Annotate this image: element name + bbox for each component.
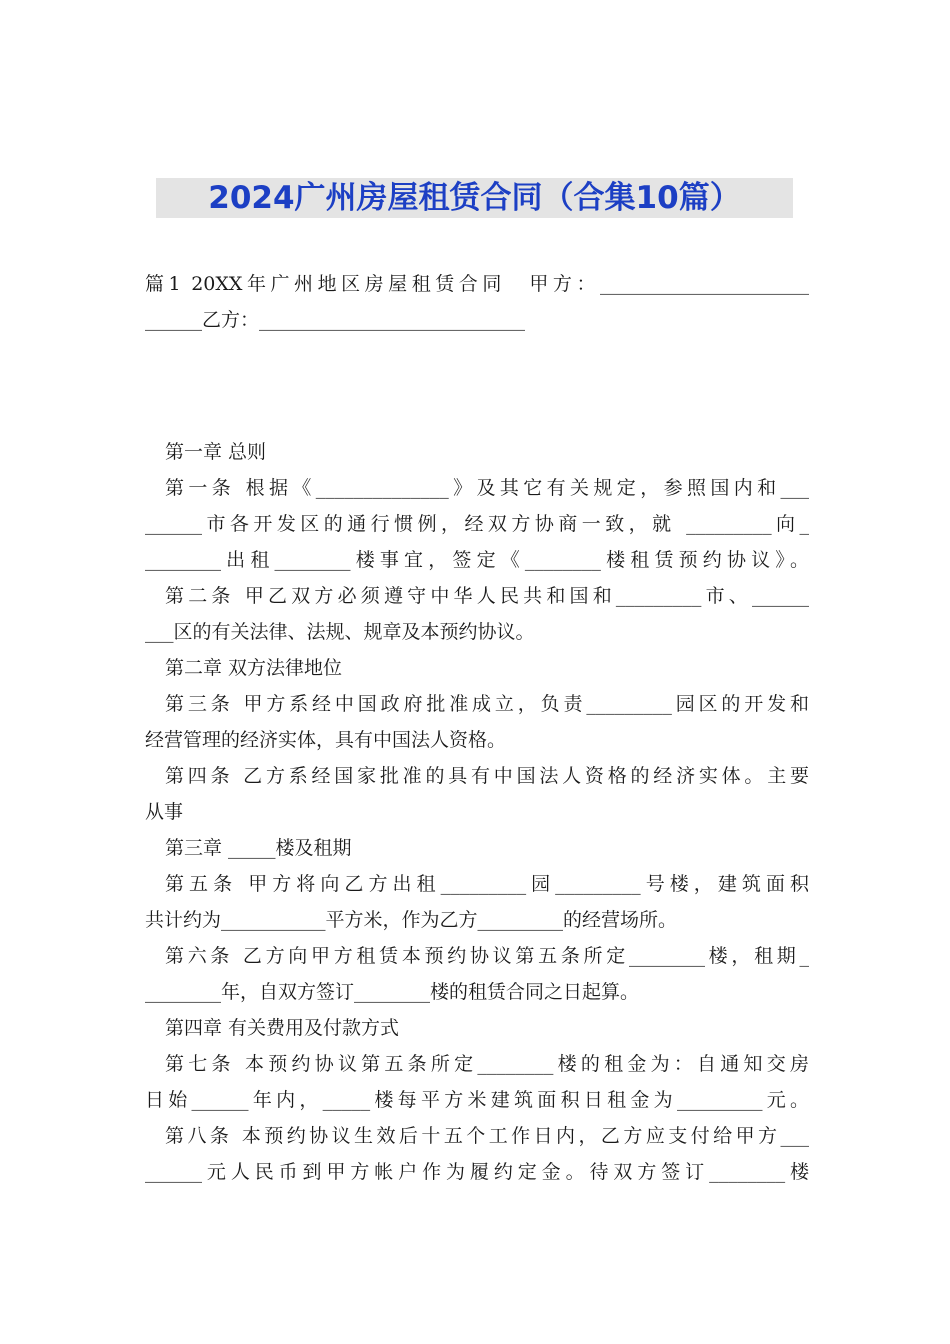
- text-line: 第八条 本预约协议生效后十五个工作日内，乙方应支付给甲方___: [165, 1125, 809, 1147]
- text-line: 第一条 根据《______________》及其它有关规定，参照国内和___: [165, 477, 809, 499]
- text-line: 共计约为___________平方米，作为乙方_________的经营场所。: [145, 909, 678, 931]
- text-line: 从事: [145, 801, 184, 823]
- text-line: ______乙方：____________________________: [145, 309, 526, 331]
- paragraph-gap: [145, 338, 809, 434]
- text-line: ______元人民币到甲方帐户作为履约定金。待双方签订________楼: [145, 1161, 809, 1183]
- document-body: [145, 266, 809, 1190]
- text-line: 第六条 乙方向甲方租赁本预约协议第五条所定________楼，租期_: [165, 945, 809, 967]
- text-line: 第二条 甲乙双方必须遵守中华人民共和国和_________市、______: [165, 585, 809, 607]
- document-title: 2024广州房屋租赁合同（合集10篇）: [208, 180, 741, 216]
- text-line: 第四条 乙方系经国家批准的具有中国法人资格的经济实体。主要: [165, 765, 809, 787]
- text-line: 第三条 甲方系经中国政府批准成立，负责_________园区的开发和: [165, 693, 809, 715]
- title-highlight: [156, 178, 793, 218]
- text-line: ______市各开发区的通行惯例，经双方协商一致，就 _________向_: [145, 513, 809, 535]
- text-line: 第七条 本预约协议第五条所定________楼的租金为：自通知交房: [165, 1053, 809, 1075]
- text-line: ________年，自双方签订________楼的租赁合同之日起算。: [145, 981, 640, 1003]
- text-line: ________出租________楼事宜，签定《________楼租赁预约协议》。: [145, 549, 809, 571]
- chapter-heading: 第三章 _____楼及租期: [165, 837, 352, 859]
- chapter-heading: 第四章 有关费用及付款方式: [165, 1017, 400, 1039]
- chapter-heading: 第二章 双方法律地位: [165, 657, 343, 679]
- text-line: 经营管理的经济实体，具有中国法人资格。: [145, 729, 507, 751]
- text-line: 篇1 20XX年广州地区房屋租赁合同 甲方：______________________: [145, 273, 809, 295]
- chapter-heading: 第一章 总则: [165, 441, 267, 463]
- text-line: ___区的有关法律、法规、规章及本预约协议。: [145, 621, 535, 643]
- text-line: 第五条 甲方将向乙方出租_________园_________号楼，建筑面积: [165, 873, 809, 895]
- text-line: 日始______年内，_____楼每平方米建筑面积日租金为_________元。: [145, 1089, 809, 1111]
